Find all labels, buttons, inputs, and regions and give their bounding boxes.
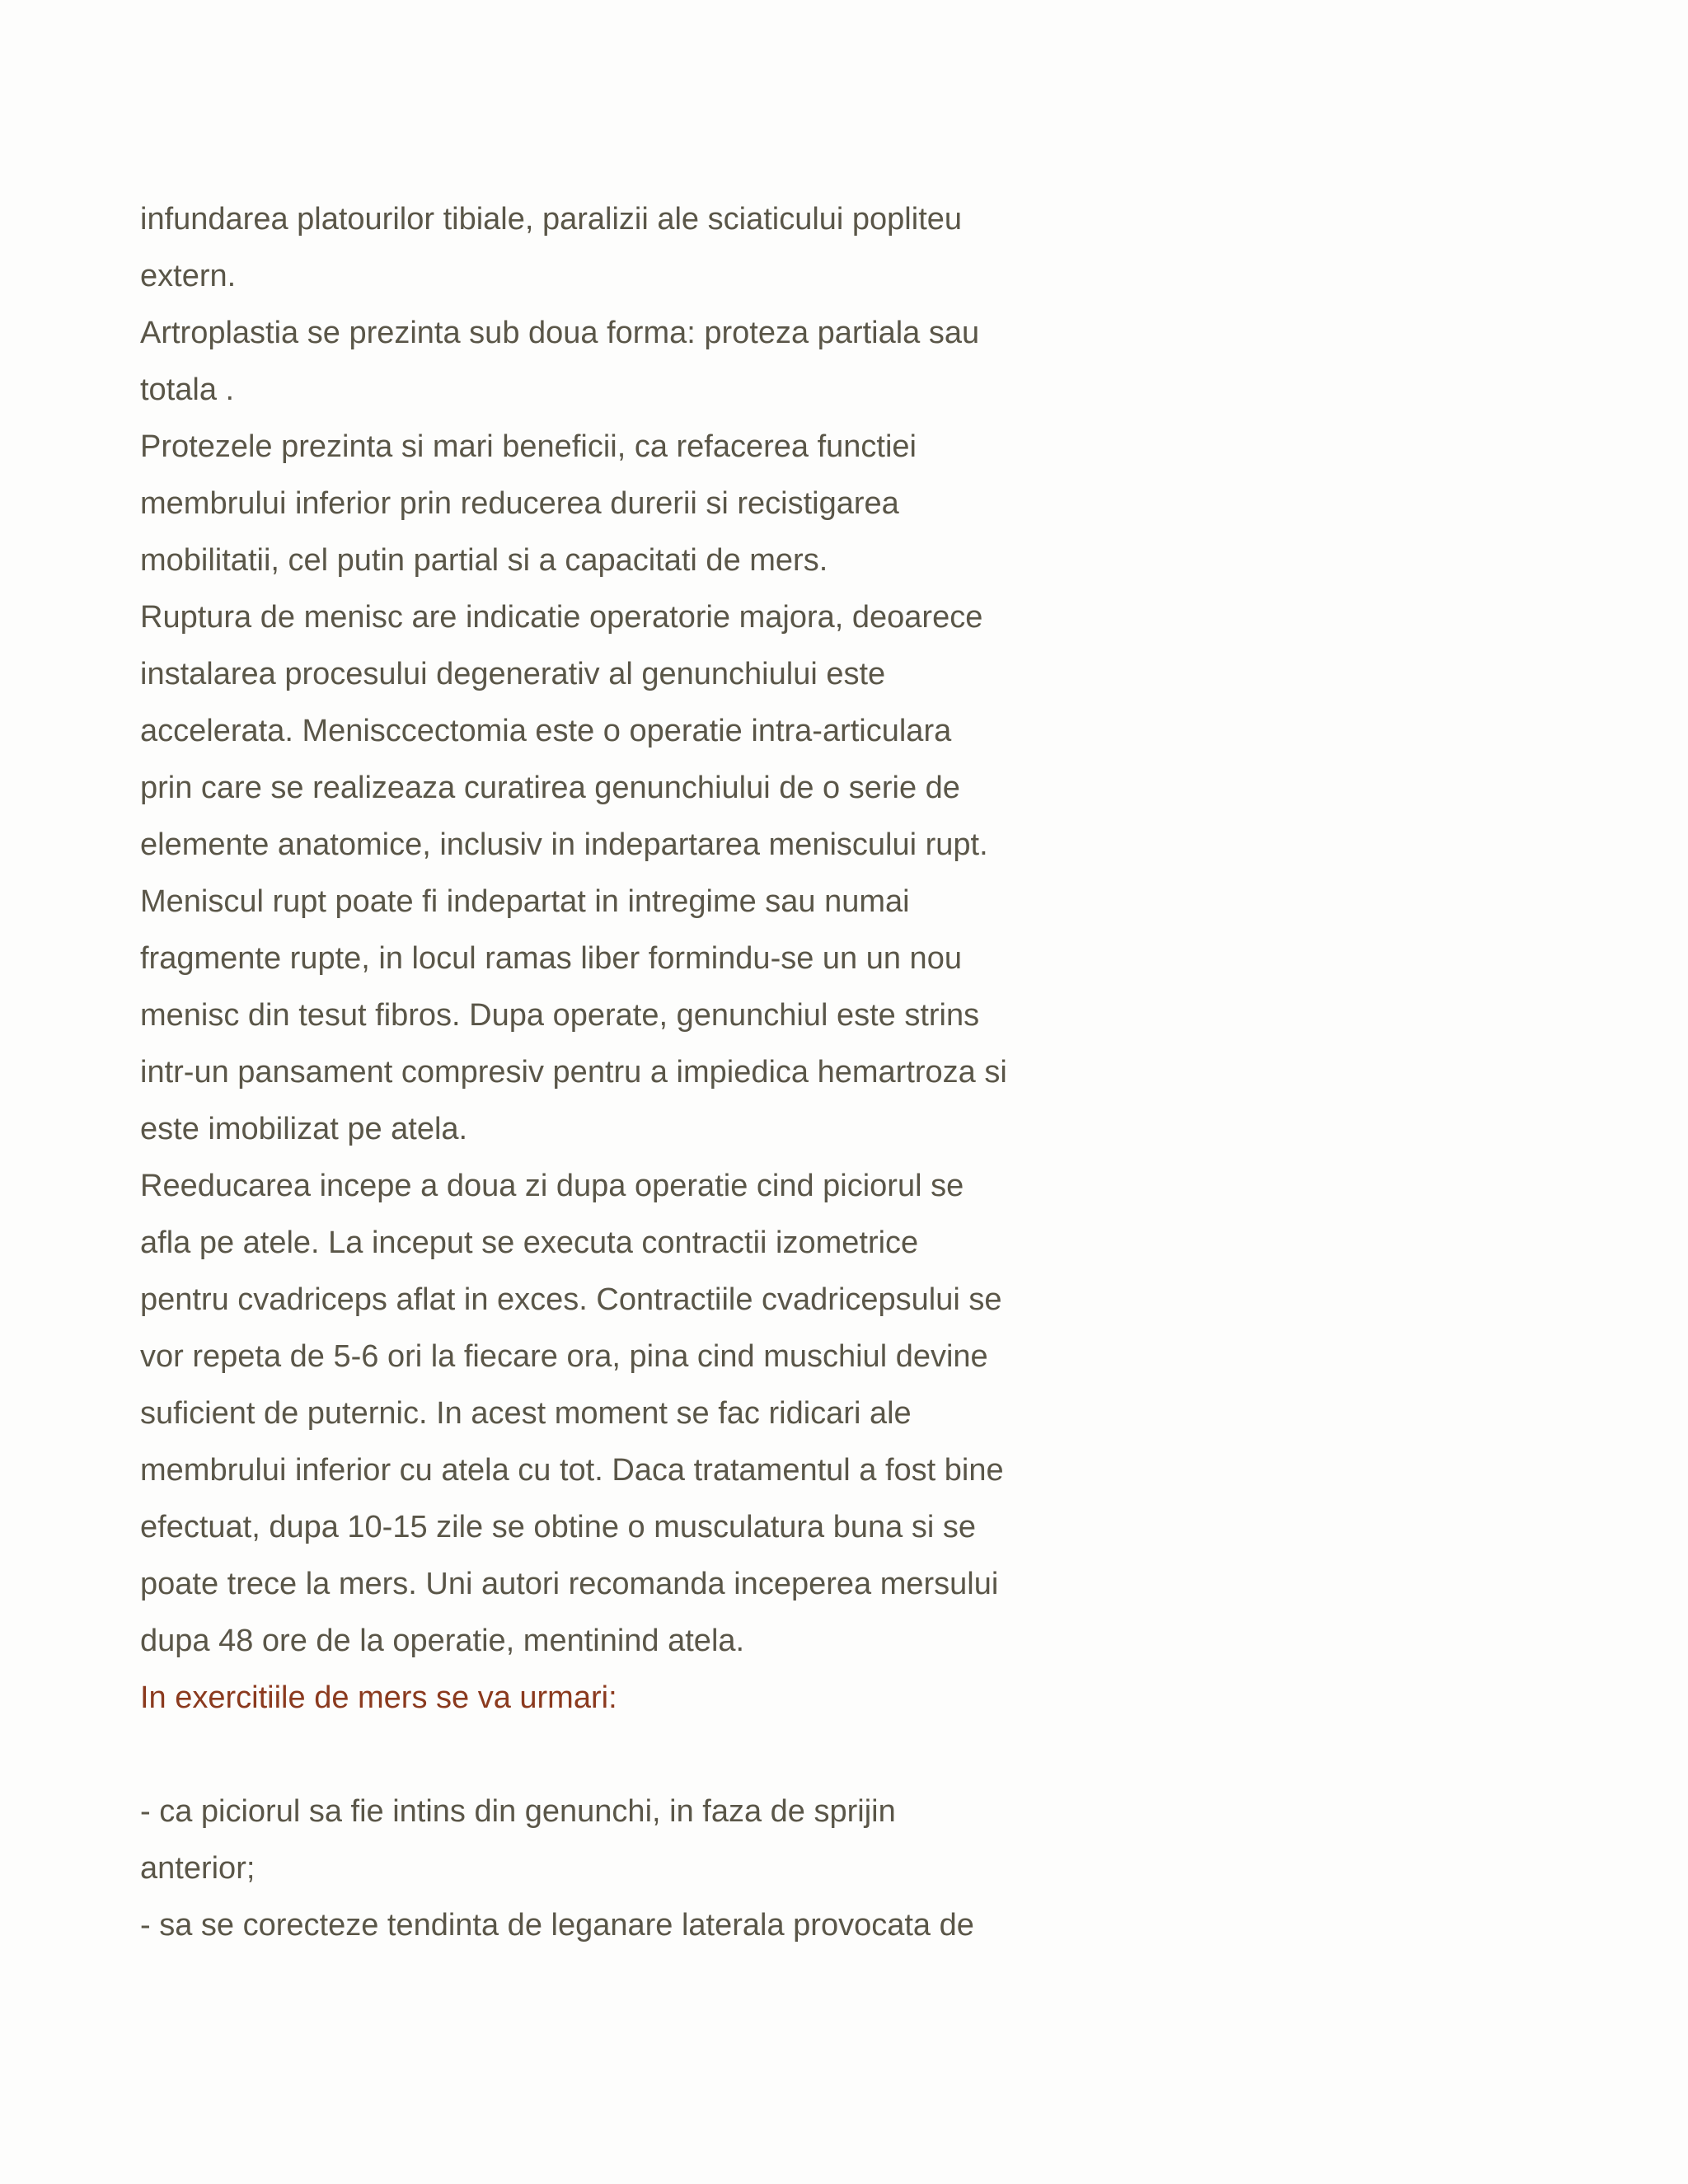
body-line: prin care se realizeaza curatirea genunchiului de o serie de (140, 771, 960, 805)
body-line: Ruptura de menisc are indicatie operatorie majora, deoarece (140, 600, 983, 635)
body-line: afla pe atele. La inceput se executa contractii izometrice (140, 1226, 919, 1260)
body-line: poate trece la mers. Uni autori recomanda inceperea mersului (140, 1567, 999, 1601)
body-line: membrului inferior prin reducerea durerii si recistigarea (140, 486, 899, 521)
body-line: extern. (140, 259, 237, 293)
list-line: - ca piciorul sa fie intins din genunchi, in faza de sprijin (140, 1794, 896, 1829)
body-line: pentru cvadriceps aflat in exces. Contractiile cvadricepsului se (140, 1282, 1002, 1317)
body-line: Protezele prezinta si mari beneficii, ca refacerea functiei (140, 429, 917, 464)
body-line: totala . (140, 373, 235, 407)
body-line: dupa 48 ore de la operatie, mentinind atela. (140, 1624, 745, 1658)
body-line: elemente anatomice, inclusiv in indepartarea meniscului rupt. (140, 827, 988, 862)
body-line: accelerata. Menisccectomia este o operatie intra-articulara (140, 714, 952, 748)
list-line: - sa se corecteze tendinta de leganare laterala provocata de (140, 1908, 974, 1943)
body-line: efectuat, dupa 10-15 zile se obtine o musculatura buna si se (140, 1510, 976, 1544)
body-line: Reeducarea incepe a doua zi dupa operatie cind piciorul se (140, 1169, 964, 1203)
body-line: instalarea procesului degenerativ al genunchiului este (140, 657, 886, 691)
blank-spacer (140, 1727, 1088, 1783)
body-line: infundarea platourilor tibiale, paralizii ale sciaticului popliteu (140, 202, 963, 237)
body-line: mobilitatii, cel putin partial si a capacitati de mers. (140, 543, 828, 578)
section-subheading: In exercitiile de mers se va urmari: (140, 1680, 617, 1715)
body-line: fragmente rupte, in locul ramas liber formindu-se un un nou (140, 941, 962, 976)
list-line: anterior; (140, 1851, 256, 1886)
body-line: intr-un pansament compresiv pentru a impiedica hemartroza si (140, 1055, 1007, 1090)
document-body (140, 191, 1088, 1954)
body-line: suficient de puternic. In acest moment se fac ridicari ale (140, 1396, 912, 1431)
body-line: Meniscul rupt poate fi indepartat in intregime sau numai (140, 884, 910, 919)
body-line: vor repeta de 5-6 ori la fiecare ora, pina cind muschiul devine (140, 1339, 988, 1374)
body-line: membrului inferior cu atela cu tot. Daca tratamentul a fost bine (140, 1453, 1004, 1488)
body-line: este imobilizat pe atela. (140, 1112, 468, 1146)
body-line: Artroplastia se prezinta sub doua forma: proteza partiala sau (140, 316, 980, 350)
body-line: menisc din tesut fibros. Dupa operate, genunchiul este strins (140, 998, 980, 1033)
